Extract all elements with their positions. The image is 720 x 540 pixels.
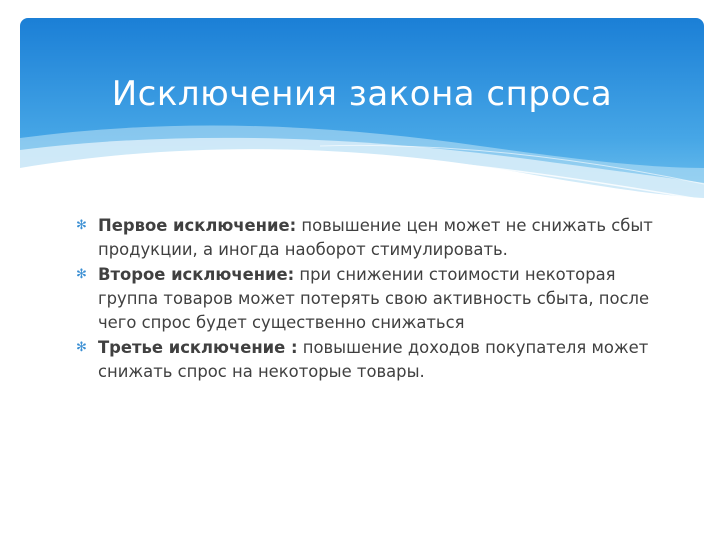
bullet-term: Первое исключение: — [98, 216, 297, 235]
bullet-term: Второе исключение: — [98, 265, 295, 284]
asterisk-icon: ✻ — [76, 267, 87, 282]
bullet-text: при снижении стоимости некоторая группа товаров может потерять свою активность сбыта, после чего спрос будет существенно снижаться — [98, 265, 650, 332]
page-title: Исключения закона спроса — [111, 74, 613, 114]
asterisk-icon: ✻ — [76, 218, 87, 233]
title-banner — [20, 18, 704, 218]
bullet-text: повышение цен может не снижать сбыт продукции, а иногда наоборот стимулировать. — [98, 216, 653, 259]
list-item — [76, 263, 656, 335]
list-item — [76, 214, 656, 262]
bullet-text: повышение доходов покупателя может снижать спрос на некоторые товары. — [98, 338, 649, 381]
bullet-list — [76, 214, 656, 385]
banner-background — [20, 18, 704, 218]
bullet-term: Третье исключение : — [98, 338, 298, 357]
list-item — [76, 336, 656, 384]
asterisk-icon: ✻ — [76, 340, 87, 355]
